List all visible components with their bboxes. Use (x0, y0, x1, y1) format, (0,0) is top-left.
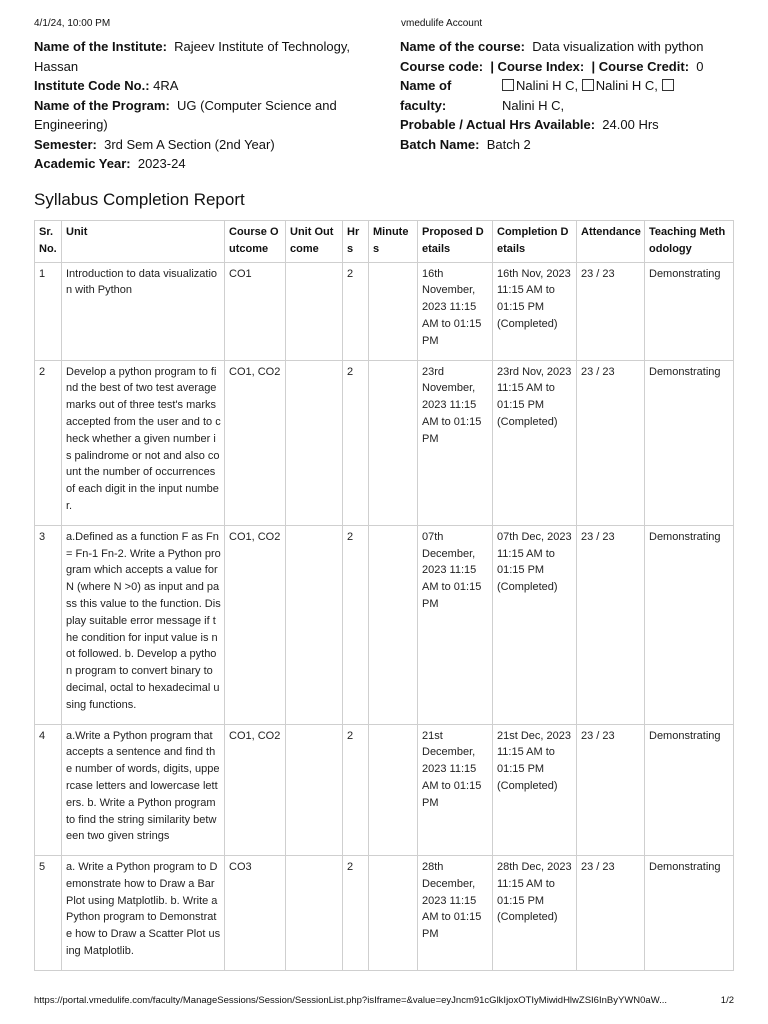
cell-hrs: 2 (343, 262, 369, 360)
col-header-teaching-methodology: Teaching Methodology (645, 221, 734, 263)
cell-unit-outcome (286, 856, 343, 971)
faculty-list (500, 76, 735, 115)
cell-unit: a.Defined as a function F as Fn = Fn-1 Fn-2. Write a Python program which accepts a value for N (where N >0) as input and pass this value to the function. Display suitable error message if the condition for input value is not followed. b. Develop a python program to convert binary to decimal, octal to hexadecimal using functions. (62, 525, 225, 724)
col-header-sr-no: Sr. No. (35, 221, 62, 263)
faculty-name: Nalini H C, (595, 78, 658, 93)
cell-sr-no: 1 (35, 262, 62, 360)
cell-attendance: 23 / 23 (577, 856, 645, 971)
col-header-hrs: Hrs (343, 221, 369, 263)
cell-completion-details: 21st Dec, 2023 11:15 AM to 01:15 PM (Completed) (493, 724, 577, 856)
col-header-attendance: Attendance (577, 221, 645, 263)
cell-hrs: 2 (343, 724, 369, 856)
cell-hrs: 2 (343, 856, 369, 971)
col-header-completion-details: Completion Details (493, 221, 577, 263)
cell-hrs: 2 (343, 525, 369, 724)
faculty-checkbox[interactable] (582, 79, 594, 91)
col-header-unit: Unit (62, 221, 225, 263)
cell-unit: a.Write a Python program that accepts a sentence and find the number of words, digits, uppercase letters and lowercase letters. b. Write a Python program to find the string similarity between two given strings (62, 724, 225, 856)
cell-attendance: 23 / 23 (577, 525, 645, 724)
cell-teaching-methodology: Demonstrating (645, 525, 734, 724)
course-credit-value: 0 (696, 58, 704, 74)
report-title: Syllabus Completion Report (34, 190, 245, 209)
cell-course-outcome: CO1, CO2 (225, 360, 286, 525)
col-header-minutes: Minutes (369, 221, 418, 263)
cell-sr-no: 2 (35, 360, 62, 525)
cell-completion-details: 28th Dec, 2023 11:15 AM to 01:15 PM (Completed) (493, 856, 577, 971)
col-header-course-outcome: Course Outcome (225, 221, 286, 263)
cell-minutes (369, 262, 418, 360)
cell-course-outcome: CO3 (225, 856, 286, 971)
semester-value: 3rd Sem A Section (2nd Year) (104, 136, 275, 152)
semester-label: Semester: (34, 136, 97, 152)
hrs-label: Probable / Actual Hrs Available: (400, 117, 596, 132)
cell-course-outcome: CO1 (225, 262, 286, 360)
batch-label: Batch Name: (400, 136, 480, 152)
batch-value: Batch 2 (486, 136, 531, 152)
cell-teaching-methodology: Demonstrating (645, 262, 734, 360)
cell-unit: Introduction to data visualization with Python (62, 262, 225, 360)
cell-sr-no: 5 (35, 856, 62, 971)
institute-name: Rajeev Institute of Technology, Hassan (34, 39, 350, 74)
cell-proposed-details: 07th December, 2023 11:15 AM to 01:15 PM (418, 525, 493, 724)
table-row (35, 525, 734, 724)
cell-unit-outcome (286, 724, 343, 856)
program-label: Name of the Program: (34, 97, 170, 113)
cell-sr-no: 4 (35, 724, 62, 856)
faculty-checkbox[interactable] (662, 79, 674, 91)
cell-minutes (369, 856, 418, 971)
cell-completion-details: 23rd Nov, 2023 11:15 AM to 01:15 PM (Completed) (493, 360, 577, 525)
cell-attendance: 23 / 23 (577, 724, 645, 856)
course-name-label: Name of the course: (400, 39, 525, 54)
faculty-checkbox[interactable] (502, 79, 514, 91)
cell-unit-outcome (286, 525, 343, 724)
academic-year-value: 2023-24 (137, 156, 186, 171)
course-name: Data visualization with python (532, 39, 704, 54)
cell-minutes (369, 724, 418, 856)
cell-attendance: 23 / 23 (577, 262, 645, 360)
print-datetime: 4/1/24, 10:00 PM (34, 18, 111, 29)
cell-teaching-methodology: Demonstrating (645, 724, 734, 856)
cell-proposed-details: 23rd November, 2023 11:15 AM to 01:15 PM (418, 360, 493, 525)
course-index-label: | Course Index: (490, 58, 585, 74)
table-row (35, 856, 734, 971)
print-header (34, 18, 734, 32)
cell-completion-details: 16th Nov, 2023 11:15 AM to 01:15 PM (Completed) (493, 262, 577, 360)
faculty-name: Nalini H C, (516, 78, 579, 93)
academic-year-label: Academic Year: (34, 156, 131, 171)
cell-teaching-methodology: Demonstrating (645, 856, 734, 971)
course-info (400, 37, 735, 154)
col-header-proposed-details: Proposed Details (418, 221, 493, 263)
cell-unit: a. Write a Python program to Demonstrate how to Draw a Bar Plot using Matplotlib. b. Write a Python program to Demonstrate how to Draw a Scatter Plot using Matplotlib. (62, 856, 225, 971)
table-row (35, 360, 734, 525)
institute-code: 4RA (153, 78, 179, 93)
cell-course-outcome: CO1, CO2 (225, 525, 286, 724)
cell-proposed-details: 28th December, 2023 11:15 AM to 01:15 PM (418, 856, 493, 971)
hrs-value: 24.00 Hrs (602, 117, 659, 132)
cell-teaching-methodology: Demonstrating (645, 360, 734, 525)
print-title: vmedulife Account (401, 18, 483, 29)
course-credit-label: | Course Credit: (591, 58, 690, 74)
table-row (35, 724, 734, 856)
table-header-row (35, 221, 734, 263)
cell-course-outcome: CO1, CO2 (225, 724, 286, 856)
cell-sr-no: 3 (35, 525, 62, 724)
syllabus-table (34, 220, 734, 971)
col-header-unit-outcome: Unit Outcome (286, 221, 343, 263)
cell-completion-details: 07th Dec, 2023 11:15 AM to 01:15 PM (Completed) (493, 525, 577, 724)
institute-code-label: Institute Code No.: (34, 78, 150, 93)
cell-attendance: 23 / 23 (577, 360, 645, 525)
footer-url: https://portal.vmedulife.com/faculty/ManageSessions/Session/SessionList.php?isIframe=&value=eyJncm91cGlkIjoxOTIyMiwidHlwZSI6InByYWN0aW... (34, 995, 668, 1006)
cell-unit: Develop a python program to find the best of two test average marks out of three test's marks accepted from the user and to check whether a given number is palindrome or not and also count the number of occurrences of each digit in the input number. (62, 360, 225, 525)
cell-proposed-details: 21st December, 2023 11:15 AM to 01:15 PM (418, 724, 493, 856)
faculty-name: Nalini H C, (502, 97, 565, 113)
cell-proposed-details: 16th November, 2023 11:15 AM to 01:15 PM (418, 262, 493, 360)
page-number: 1/2 (720, 995, 734, 1006)
cell-unit-outcome (286, 360, 343, 525)
cell-unit-outcome (286, 262, 343, 360)
faculty-block (400, 76, 735, 115)
faculty-label: Name of faculty: (400, 78, 452, 113)
institute-name-label: Name of the Institute: (34, 39, 167, 54)
course-code-label: Course code: (400, 58, 484, 74)
cell-hrs: 2 (343, 360, 369, 525)
cell-minutes (369, 525, 418, 724)
cell-minutes (369, 360, 418, 525)
institute-info (34, 37, 364, 174)
program-name: UG (Computer Science and Engineering) (34, 97, 337, 132)
table-row (35, 262, 734, 360)
